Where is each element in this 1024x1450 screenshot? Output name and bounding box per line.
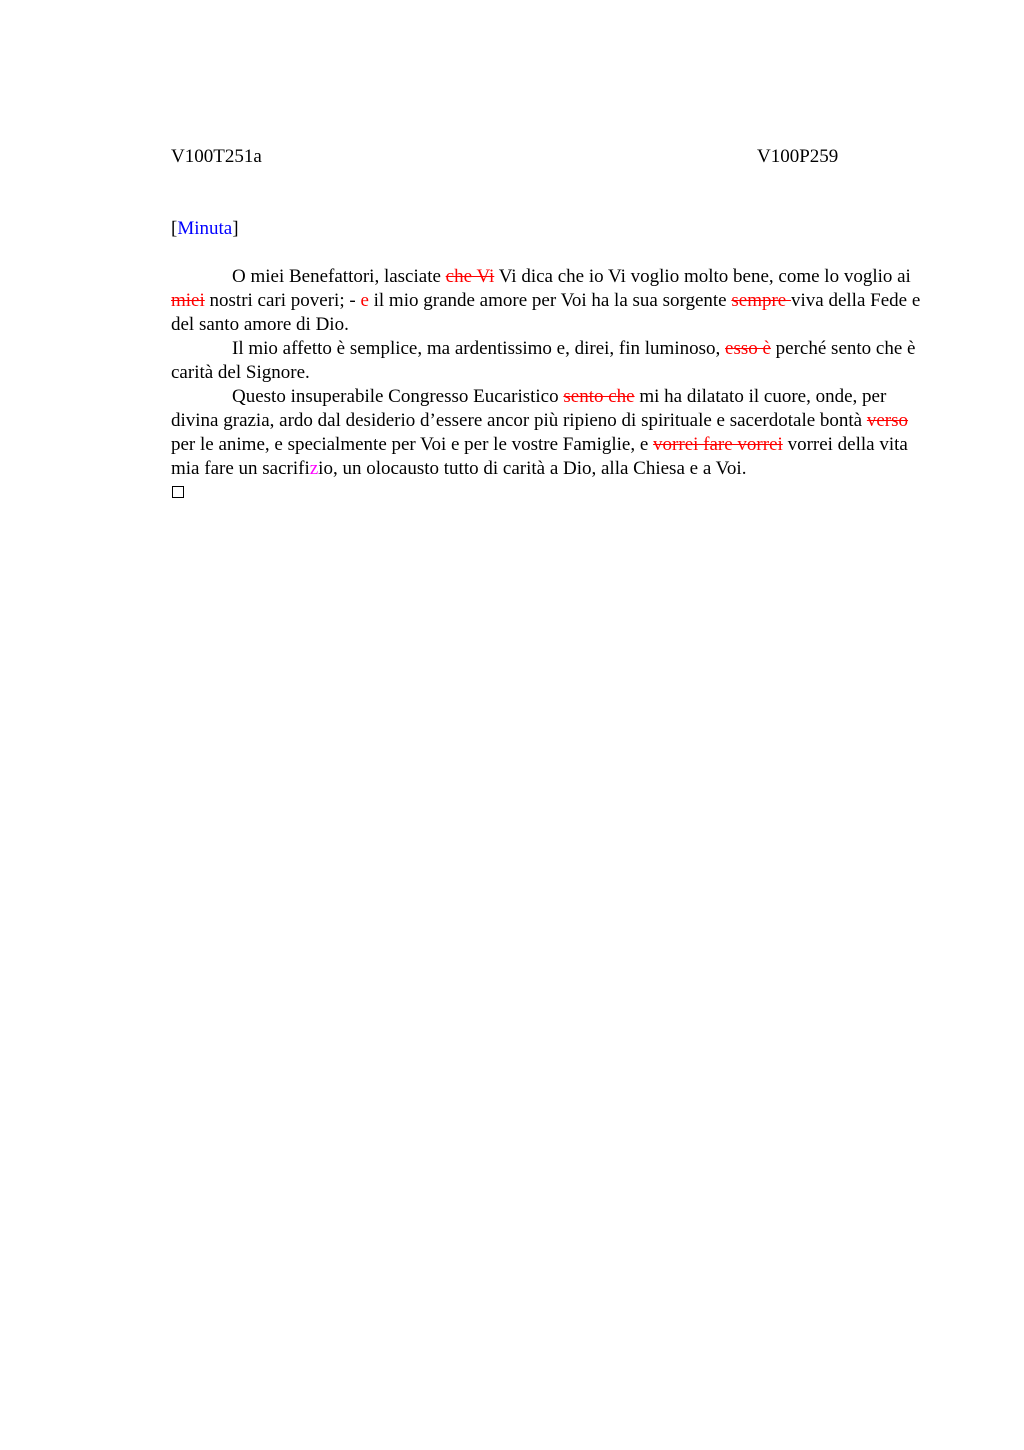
heading-close-bracket: ] (232, 218, 239, 239)
deleted-text: sento che (563, 386, 635, 407)
empty-square-icon (172, 486, 184, 498)
document-header (171, 145, 931, 169)
document-type-heading (171, 217, 931, 241)
paragraph-text: mi ha dilatato il cuore, onde, per divina grazia, ardo dal desiderio d’essere ancor più ripieno di spirituale e sacerdotale bontà (171, 386, 887, 431)
document-page (171, 145, 931, 498)
letter-paragraph (171, 337, 931, 385)
heading-open-bracket: [ (171, 218, 178, 239)
deleted-text: sempre (731, 290, 791, 311)
paragraph-text: il mio grande amore per Voi ha la sua sorgente (368, 290, 732, 311)
paragraph-text: Questo insuperabile Congresso Eucaristico (232, 386, 564, 407)
deleted-text: esso è (725, 338, 771, 359)
paragraph-text: per le anime, e specialmente per Voi e per le vostre Famiglie, e (171, 434, 654, 455)
paragraph-text: nostri cari poveri; - (204, 290, 361, 311)
paragraph-text: perché sento che è carità del Signore. (171, 338, 916, 383)
corrected-letter: z (309, 458, 319, 479)
deleted-text: che Vi (445, 266, 495, 287)
paragraph-text: Il mio affetto è semplice, ma ardentissimo e, direi, fin luminoso, (232, 338, 726, 359)
paragraph-text: vorrei della vita mia fare un sacrifi (171, 434, 908, 479)
paragraph-text: viva della Fede e del santo amore di Dio. (171, 290, 921, 335)
deleted-text: vorrei fare vorrei (653, 434, 783, 455)
letter-paragraph (171, 385, 931, 481)
paragraph-text: O miei Benefattori, lasciate (232, 266, 446, 287)
letter-paragraph (171, 265, 931, 337)
deleted-text: miei (171, 290, 205, 311)
deleted-text: verso (866, 410, 909, 431)
inserted-text: e (360, 290, 369, 311)
heading-label: Minuta (177, 218, 233, 239)
document-id: V100T251a (171, 146, 262, 167)
paragraph-text: io, un olocausto tutto di carità a Dio, alla Chiesa e a Voi. (318, 458, 747, 479)
page-id: V100P259 (757, 146, 839, 167)
paragraph-text: Vi dica che io Vi voglio molto bene, come lo voglio ai (494, 266, 911, 287)
letter-body (171, 265, 931, 481)
